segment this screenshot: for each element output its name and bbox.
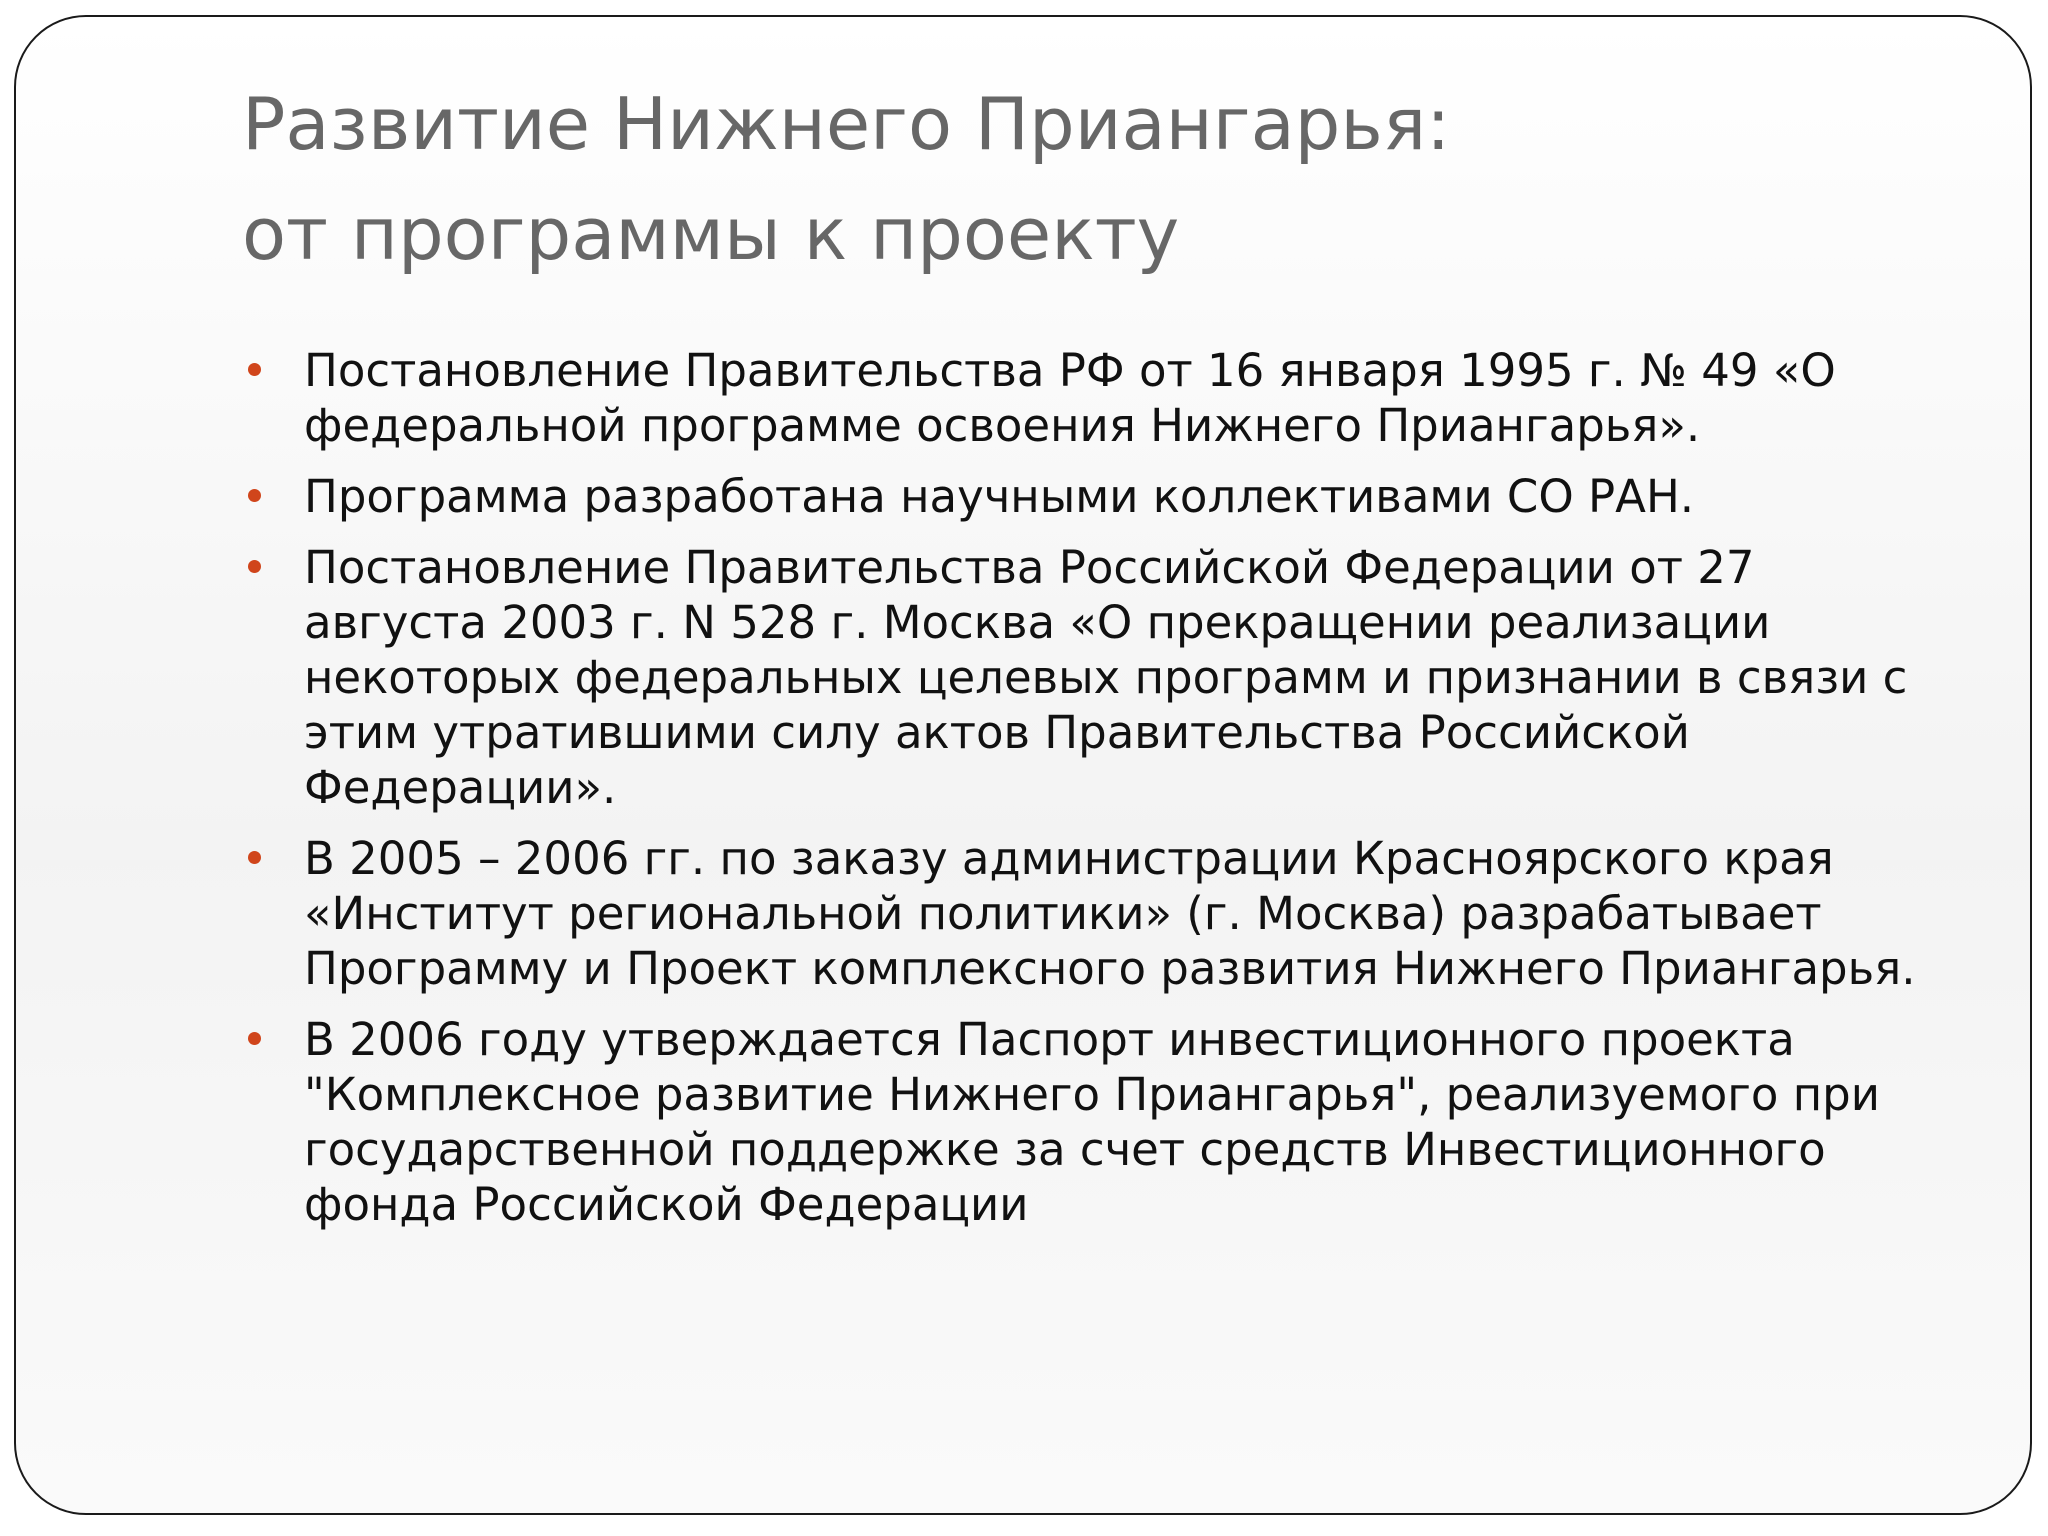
bullet-dot-icon <box>248 489 261 502</box>
bullet-line: Программу и Проект комплексного развития Нижнего Приангарья. <box>304 942 1916 995</box>
bullet-line: Постановление Правительства Российской Федерации от 27 <box>304 541 1755 594</box>
bullet-line: некоторых федеральных целевых программ и признании в связи с <box>304 651 1908 704</box>
bullet-line: государственной поддержке за счет средств Инвестиционного <box>304 1123 1826 1176</box>
bullet-text <box>304 1012 1948 1232</box>
bullet-line: этим утратившими силу актов Правительства Российской <box>304 706 1690 759</box>
slide-title <box>242 69 1942 289</box>
bullet-item-2 <box>248 469 1948 524</box>
bullet-line: Федерации». <box>304 761 617 814</box>
slide-title-line-1: Развитие Нижнего Приангарья: <box>242 82 1451 166</box>
bullet-line: фонда Российской Федерации <box>304 1178 1029 1231</box>
slide-title-line-2: от программы к проекту <box>242 192 1180 276</box>
bullet-line: федеральной программе освоения Нижнего Приангарья». <box>304 399 1701 452</box>
bullet-item-3 <box>248 540 1948 815</box>
bullet-line: Программа разработана научными коллективами СО РАН. <box>304 470 1695 523</box>
bullet-text <box>304 469 1948 524</box>
bullet-dot-icon <box>248 851 261 864</box>
bullet-dot-icon <box>248 1032 261 1045</box>
bullet-list <box>248 343 1948 1248</box>
bullet-item-1 <box>248 343 1948 453</box>
bullet-line: августа 2003 г. N 528 г. Москва «О прекращении реализации <box>304 596 1771 649</box>
bullet-text <box>304 831 1948 996</box>
bullet-text <box>304 540 1948 815</box>
bullet-line: В 2005 – 2006 гг. по заказу администрации Красноярского края <box>304 832 1834 885</box>
bullet-line: «Институт региональной политики» (г. Москва) разрабатывает <box>304 887 1822 940</box>
bullet-dot-icon <box>248 560 261 573</box>
bullet-line: Постановление Правительства РФ от 16 января 1995 г. № 49 «О <box>304 344 1836 397</box>
bullet-text <box>304 343 1948 453</box>
bullet-dot-icon <box>248 363 261 376</box>
bullet-item-5 <box>248 1012 1948 1232</box>
bullet-line: "Комплексное развитие Нижнего Приангарья", реализуемого при <box>304 1068 1880 1121</box>
slide-frame <box>14 15 2032 1515</box>
bullet-line: В 2006 году утверждается Паспорт инвестиционного проекта <box>304 1013 1795 1066</box>
bullet-item-4 <box>248 831 1948 996</box>
